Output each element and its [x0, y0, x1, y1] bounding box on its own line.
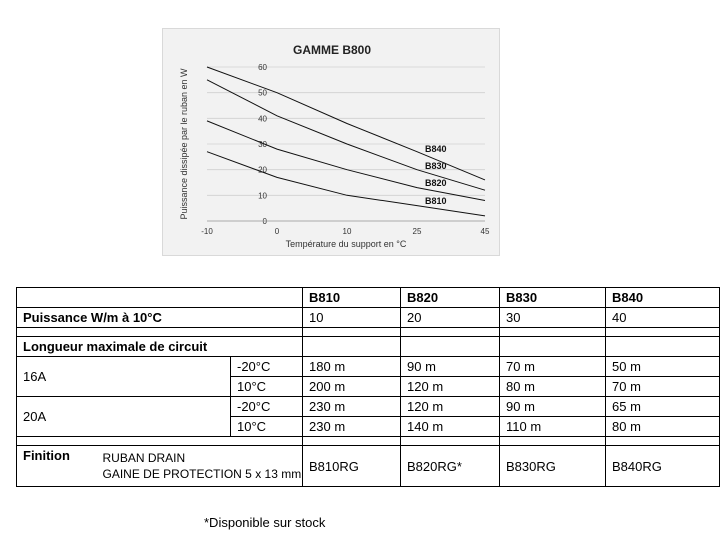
chart-panel: [162, 28, 500, 256]
value-cell: 70 m: [606, 377, 720, 397]
puissance-b810: 10: [303, 308, 401, 328]
x-axis-label: Température du support en °C: [285, 239, 407, 249]
finition-b820: B820RG*: [401, 446, 500, 487]
empty-cell: [500, 337, 606, 357]
spacer-cell: [606, 437, 720, 446]
line-chart: [163, 29, 501, 257]
group-16a: 16A: [17, 357, 231, 397]
value-cell: 65 m: [606, 397, 720, 417]
temp-cell: -20°C: [231, 357, 303, 377]
puissance-row: [17, 308, 720, 328]
finition-desc-line-2: GAINE DE PROTECTION 5 x 13 mm: [102, 467, 302, 481]
spacer-row: [17, 328, 720, 337]
table-row: [17, 397, 720, 417]
series-label-b830: B830: [425, 161, 447, 172]
value-cell: 180 m: [303, 357, 401, 377]
table-header-row: [17, 288, 720, 308]
y-tick-label: 20: [258, 165, 267, 175]
temp-cell: 10°C: [231, 377, 303, 397]
spacer-cell: [17, 437, 303, 446]
temp-cell: -20°C: [231, 397, 303, 417]
spec-table: [16, 287, 720, 487]
longueur-label: Longueur maximale de circuit: [17, 337, 303, 357]
spacer-cell: [500, 328, 606, 337]
value-cell: 70 m: [500, 357, 606, 377]
spacer-cell: [303, 437, 401, 446]
spacer-cell: [17, 328, 303, 337]
group-20a: 20A: [17, 397, 231, 437]
value-cell: 50 m: [606, 357, 720, 377]
puissance-label: Puissance W/m à 10°C: [17, 308, 303, 328]
puissance-b840: 40: [606, 308, 720, 328]
value-cell: 110 m: [500, 417, 606, 437]
x-tick-label: 0: [274, 227, 280, 236]
header-b830: B830: [500, 288, 606, 308]
empty-cell: [606, 337, 720, 357]
value-cell: 230 m: [303, 397, 401, 417]
finition-desc-line-1: RUBAN DRAIN: [102, 451, 186, 465]
header-empty-cell: [17, 288, 303, 308]
finition-b830: B830RG: [500, 446, 606, 487]
y-tick-label: 30: [258, 140, 267, 149]
x-tick-label: -10: [201, 227, 213, 236]
header-b820: B820: [401, 288, 500, 308]
value-cell: 90 m: [401, 357, 500, 377]
series-label-b820: B820: [425, 178, 447, 189]
value-cell: 120 m: [401, 377, 500, 397]
finition-b840: B840RG: [606, 446, 720, 487]
x-tick-label: 25: [412, 227, 422, 236]
puissance-b830: 30: [500, 308, 606, 328]
spacer-cell: [401, 328, 500, 337]
y-tick-label: 50: [258, 88, 267, 98]
y-tick-label: 0: [262, 217, 267, 226]
spacer-cell: [500, 437, 606, 446]
value-cell: 200 m: [303, 377, 401, 397]
chart-title: GAMME B800: [292, 43, 372, 57]
value-cell: 80 m: [606, 417, 720, 437]
spacer-cell: [606, 328, 720, 337]
value-cell: 90 m: [500, 397, 606, 417]
empty-cell: [401, 337, 500, 357]
spacer-row: [17, 437, 720, 446]
longueur-row: [17, 337, 720, 357]
header-b810: B810: [303, 288, 401, 308]
x-tick-label: 45: [480, 227, 490, 236]
y-tick-label: 40: [258, 114, 267, 124]
finition-b810: B810RG: [303, 446, 401, 487]
series-label-b840: B840: [425, 144, 447, 155]
y-tick-label: 60: [258, 63, 267, 72]
series-label-b810: B810: [425, 195, 447, 206]
temp-cell: 10°C: [231, 417, 303, 437]
y-tick-label: 10: [258, 191, 267, 201]
footnote: *Disponible sur stock: [204, 515, 326, 530]
header-b840: B840: [606, 288, 720, 308]
finition-label: Finition: [17, 446, 97, 487]
finition-description: [97, 446, 303, 487]
x-tick-label: 10: [342, 227, 352, 236]
table-row: [17, 357, 720, 377]
value-cell: 140 m: [401, 417, 500, 437]
spacer-cell: [401, 437, 500, 446]
finition-row: [17, 446, 720, 487]
value-cell: 230 m: [303, 417, 401, 437]
value-cell: 80 m: [500, 377, 606, 397]
series-line-b830: [207, 80, 485, 190]
empty-cell: [303, 337, 401, 357]
value-cell: 120 m: [401, 397, 500, 417]
puissance-b820: 20: [401, 308, 500, 328]
spacer-cell: [303, 328, 401, 337]
y-axis-label: Puissance dissipée par le ruban en W: [179, 68, 189, 220]
